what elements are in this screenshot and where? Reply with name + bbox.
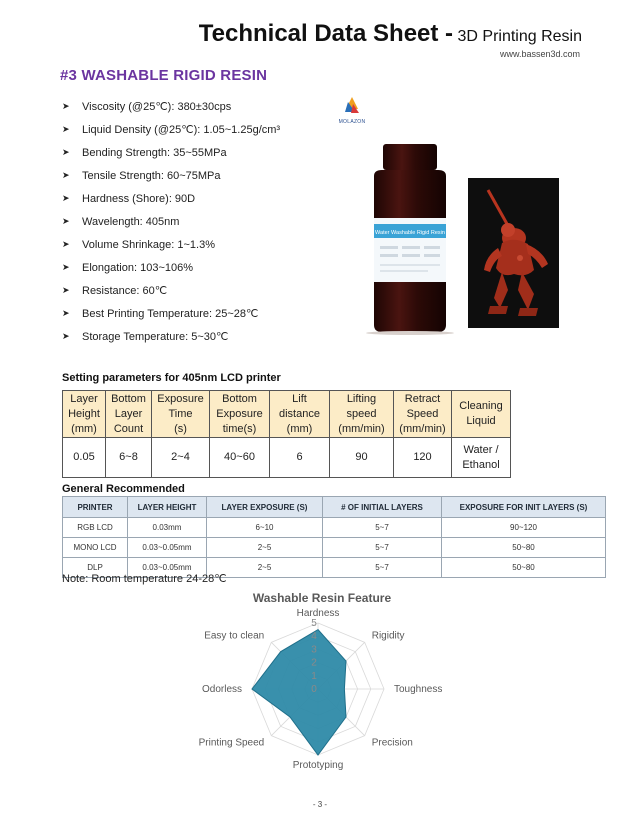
- table-header-cell: Retract Speed (mm/min): [394, 391, 452, 438]
- spec-item: [62, 210, 280, 233]
- table-header-row: [63, 497, 606, 518]
- brand-logo: [332, 96, 372, 125]
- table-cell: 6: [270, 438, 330, 478]
- spec-text: Best Printing Temperature: 25~28℃: [82, 308, 259, 320]
- radar-scale-tick: 3: [311, 644, 317, 656]
- spec-item: [62, 325, 280, 348]
- arrow-bullet-icon: ➤: [62, 124, 70, 134]
- spec-item: [62, 95, 280, 118]
- arrow-bullet-icon: ➤: [62, 262, 70, 272]
- table-header-cell: Layer Height (mm): [63, 391, 106, 438]
- table-cell: 40~60: [210, 438, 270, 478]
- spec-text: Tensile Strength: 60~75MPa: [82, 169, 221, 182]
- printed-figure-photo: [468, 178, 559, 328]
- radar-scale-tick: 0: [311, 684, 317, 695]
- page-number: - 3 -: [312, 800, 328, 809]
- arrow-bullet-icon: ➤: [62, 308, 70, 318]
- spec-text: Wavelength: 405nm: [82, 215, 180, 228]
- table-cell: 5~7: [323, 538, 442, 558]
- product-name: #3 WASHABLE RIGID RESIN: [60, 67, 268, 84]
- arrow-bullet-icon: ➤: [62, 216, 70, 226]
- spec-text: Volume Shrinkage: 1~1.3%: [82, 238, 216, 251]
- radar-scale-tick: 1: [311, 670, 317, 682]
- website-url: www.bassen3d.com: [499, 49, 580, 59]
- spec-item: [62, 141, 280, 164]
- table-cell: MONO LCD: [63, 538, 128, 558]
- spec-text: Liquid Density (@25℃): 1.05~1.25g/cm³: [82, 124, 281, 136]
- table-cell: 90~120: [442, 518, 606, 538]
- table-cell: 0.03mm: [128, 518, 207, 538]
- figurine-image: [468, 178, 559, 328]
- table-cell: 5~7: [323, 518, 442, 538]
- spec-text: Bending Strength: 35~55MPa: [82, 146, 227, 159]
- radar-scale-tick: 2: [311, 657, 317, 669]
- radar-scale-tick: 5: [311, 618, 317, 629]
- spec-item: [62, 233, 280, 256]
- table-cell: 5~7: [323, 558, 442, 578]
- table-cell: 0.03~0.05mm: [128, 558, 207, 578]
- radar-series-area: [252, 630, 346, 755]
- spec-text: Storage Temperature: 5~30℃: [82, 331, 229, 343]
- arrow-bullet-icon: ➤: [62, 170, 70, 180]
- title-main: Technical Data Sheet -: [198, 20, 454, 47]
- spec-item: [62, 187, 280, 210]
- radar-axis-label: Prototyping: [292, 760, 344, 771]
- table-header-cell: LAYER EXPOSURE (S): [207, 497, 323, 518]
- spec-item: [62, 302, 280, 325]
- arrow-bullet-icon: ➤: [62, 101, 70, 111]
- lcd-settings-table: [62, 390, 511, 478]
- radar-axis-label: Odorless: [201, 684, 242, 695]
- general-recommended-table: [62, 496, 606, 578]
- radar-axis-label: Rigidity: [371, 630, 405, 642]
- table-cell: Water / Ethanol: [452, 438, 511, 478]
- arrow-bullet-icon: ➤: [62, 285, 70, 295]
- title-sub: 3D Printing Resin: [457, 28, 582, 45]
- table-header-cell: Bottom Layer Count: [106, 391, 152, 438]
- table-cell: 50~80: [442, 538, 606, 558]
- table-cell: 2~5: [207, 558, 323, 578]
- spec-text: Resistance: 60℃: [82, 285, 168, 297]
- spec-text: Elongation: 103~106%: [82, 261, 194, 274]
- resin-bottle-image: [356, 140, 466, 335]
- table-cell: 2~4: [152, 438, 210, 478]
- table-row: [63, 518, 606, 538]
- general-recommended-heading: General Recommended: [62, 483, 185, 495]
- table-header-cell: LAYER HEIGHT: [128, 497, 207, 518]
- table-header-cell: PRINTER: [63, 497, 128, 518]
- table-row: [63, 538, 606, 558]
- table-header-cell: Lifting speed (mm/min): [330, 391, 394, 438]
- table-cell: RGB LCD: [63, 518, 128, 538]
- bottle-label-text: Water Washable Rigid Resin: [375, 230, 445, 236]
- radar-scale-tick: 4: [311, 631, 317, 643]
- table-cell: 6~8: [106, 438, 152, 478]
- radar-chart: [195, 588, 455, 776]
- radar-axis-label: Precision: [371, 737, 413, 749]
- radar-axis-label: Hardness: [296, 608, 340, 619]
- spec-item: [62, 164, 280, 187]
- arrow-bullet-icon: ➤: [62, 147, 70, 157]
- table-cell: 2~5: [207, 538, 323, 558]
- table-cell: 90: [330, 438, 394, 478]
- radar-axis-label: Easy to clean: [204, 630, 265, 642]
- table-header-cell: # OF INITIAL LAYERS: [323, 497, 442, 518]
- spec-list: [62, 95, 280, 348]
- logo-text: MOLAZON: [338, 119, 366, 125]
- table-header-cell: Exposure Time (s): [152, 391, 210, 438]
- table-row: [63, 438, 511, 478]
- page-title: [0, 20, 582, 48]
- arrow-bullet-icon: ➤: [62, 193, 70, 203]
- table-cell: 120: [394, 438, 452, 478]
- spec-item: [62, 256, 280, 279]
- spec-text: Viscosity (@25℃): 380±30cps: [82, 101, 232, 113]
- spec-text: Hardness (Shore): 90D: [82, 192, 196, 205]
- table-cell: DLP: [63, 558, 128, 578]
- spec-item: [62, 118, 280, 141]
- table-cell: 0.03~0.05mm: [128, 538, 207, 558]
- brand-logo-icon: [343, 96, 361, 114]
- table-header-cell: Cleaning Liquid: [452, 391, 511, 438]
- table-cell: 6~10: [207, 518, 323, 538]
- arrow-bullet-icon: ➤: [62, 239, 70, 249]
- radar-axis-label: Printing Speed: [198, 737, 265, 749]
- lcd-settings-heading: Setting parameters for 405nm LCD printer: [62, 372, 281, 384]
- table-header-cell: Bottom Exposure time(s): [210, 391, 270, 438]
- chart-title: Washable Resin Feature: [252, 591, 392, 605]
- arrow-bullet-icon: ➤: [62, 331, 70, 341]
- table-cell: 50~80: [442, 558, 606, 578]
- table-header-cell: Lift distance (mm): [270, 391, 330, 438]
- table-header-row: [63, 391, 511, 438]
- table-cell: 0.05: [63, 438, 106, 478]
- table-header-cell: EXPOSURE FOR INIT LAYERS (S): [442, 497, 606, 518]
- spec-item: [62, 279, 280, 302]
- radar-axis-label: Toughness: [394, 684, 443, 695]
- room-temperature-note: Note: Room temperature 24-28℃: [62, 573, 227, 585]
